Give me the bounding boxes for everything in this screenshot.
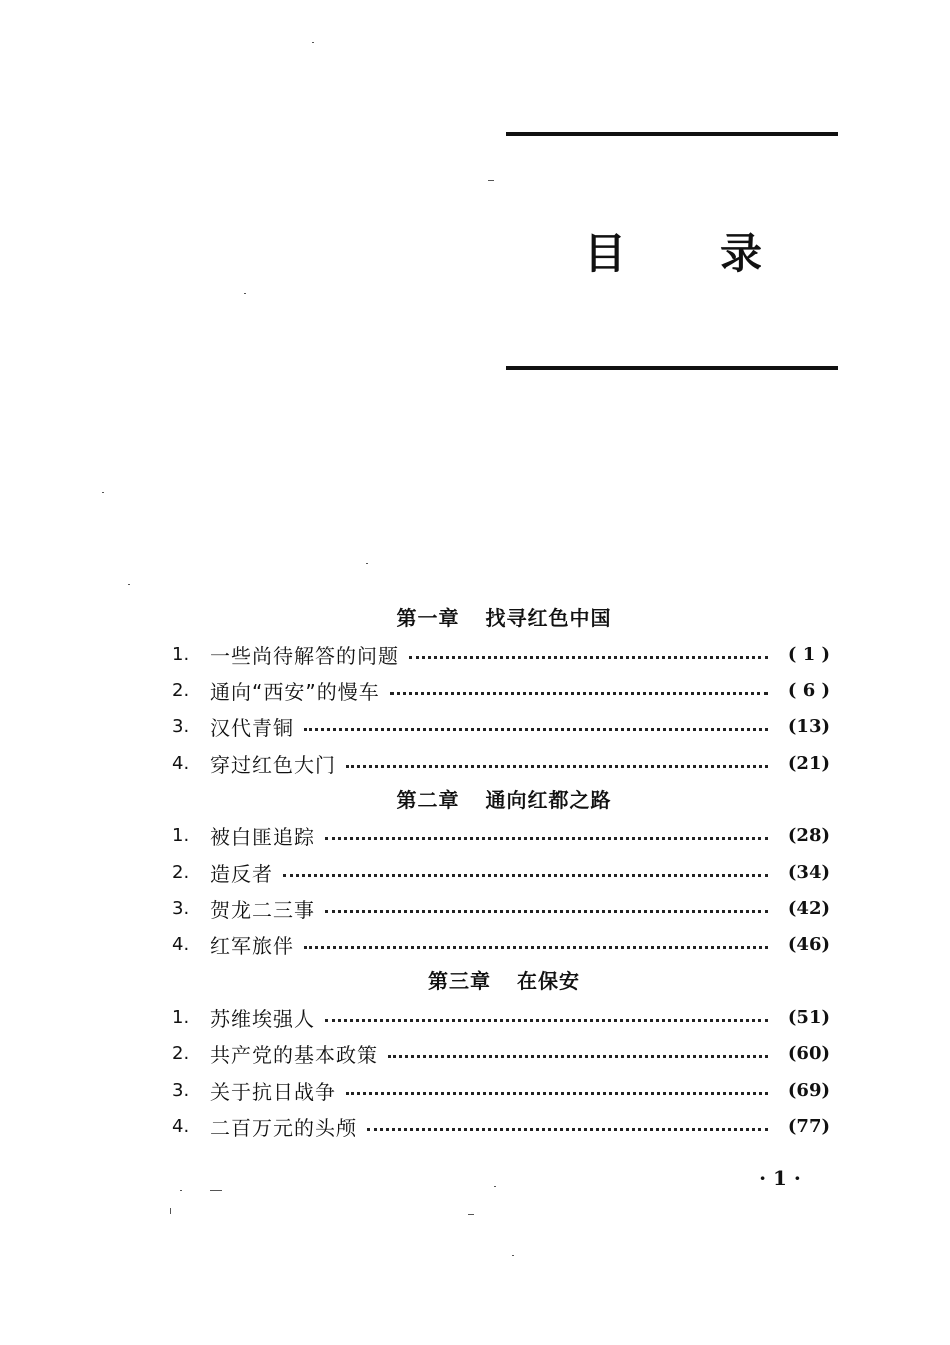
toc-entry: [172, 927, 830, 963]
chapter-heading: [172, 600, 830, 636]
dot-leader: [325, 910, 768, 913]
toc-entry: [172, 672, 830, 708]
entry-title: 共产党的基本政策: [210, 1043, 378, 1068]
dot-leader: [346, 1092, 768, 1095]
dot-leader: [325, 837, 768, 840]
entry-number: 1.: [172, 825, 190, 847]
entry-page: (21): [787, 752, 830, 774]
toc-entry: [172, 1072, 830, 1108]
chapter-heading: [172, 963, 830, 999]
toc-entry: [172, 745, 830, 781]
entry-title: 贺龙二三事: [210, 898, 315, 923]
title-char-2: 录: [720, 229, 763, 278]
dot-leader: [325, 1019, 768, 1022]
scan-speck: [180, 1190, 182, 1191]
entry-number: 3.: [172, 716, 190, 738]
entry-number: 4.: [172, 1115, 190, 1137]
entry-title: 苏维埃强人: [210, 1006, 315, 1031]
toc-entry: [172, 1036, 830, 1072]
toc-entry: [172, 709, 830, 745]
entry-number: 3.: [172, 1079, 190, 1101]
chapter-number: 第二章: [396, 787, 460, 812]
scan-speck: [468, 1214, 474, 1215]
scan-speck: [488, 180, 494, 181]
top-rule: [506, 132, 838, 136]
dot-leader: [304, 946, 768, 949]
scan-speck: [494, 1186, 496, 1187]
chapter-name: 通向红都之路: [485, 787, 612, 812]
toc-entry: [172, 890, 830, 926]
entry-page: (51): [787, 1006, 830, 1028]
entry-number: 2.: [172, 680, 190, 702]
title-char-1: 目: [584, 229, 627, 278]
entry-page: (46): [787, 934, 830, 956]
entry-number: 3.: [172, 898, 190, 920]
entry-number: 1.: [172, 643, 190, 665]
entry-page: (28): [787, 825, 830, 847]
page-title: [584, 226, 784, 282]
toc-entry: [172, 854, 830, 890]
scan-speck: [366, 563, 368, 564]
entry-title: 通向“西安”的慢车: [210, 680, 380, 705]
entry-number: 2.: [172, 1043, 190, 1065]
scan-speck: [312, 42, 314, 43]
entry-number: 4.: [172, 752, 190, 774]
entry-page: (60): [787, 1043, 830, 1065]
toc-entry: [172, 999, 830, 1035]
entry-number: 1.: [172, 1006, 190, 1028]
chapter-number: 第一章: [396, 606, 460, 630]
entry-page: (77): [787, 1115, 830, 1137]
dot-leader: [283, 874, 768, 877]
dot-leader: [409, 656, 768, 659]
scan-speck: [102, 492, 104, 493]
page-number: · 1 ·: [759, 1166, 801, 1190]
entry-page: (13): [787, 716, 830, 738]
entry-title: 穿过红色大门: [210, 752, 336, 777]
entry-number: 4.: [172, 934, 190, 956]
entry-title: 造反者: [210, 861, 273, 886]
dot-leader: [388, 1055, 768, 1058]
dot-leader: [304, 728, 768, 731]
bottom-rule: [506, 366, 838, 370]
scan-speck: [170, 1208, 171, 1214]
entry-title: 关于抗日战争: [210, 1079, 336, 1104]
entry-title: 一些尚待解答的问题: [210, 643, 399, 668]
entry-page: (42): [787, 898, 830, 920]
scan-speck: [210, 1190, 222, 1191]
entry-number: 2.: [172, 861, 190, 883]
entry-title: 汉代青铜: [210, 716, 294, 741]
dot-leader: [367, 1128, 768, 1131]
toc-entry: [172, 818, 830, 854]
entry-title: 二百万元的头颅: [210, 1115, 357, 1140]
chapter-name: 找寻红色中国: [485, 606, 612, 630]
chapter-name: 在保安: [517, 969, 580, 994]
dot-leader: [390, 692, 768, 695]
entry-page: (34): [787, 861, 830, 883]
entry-title: 红军旅伴: [210, 934, 294, 959]
entry-page: ( 6 ): [787, 680, 830, 702]
entry-title: 被白匪追踪: [210, 825, 315, 850]
chapter-number: 第三章: [428, 969, 491, 994]
scan-speck: [128, 584, 130, 585]
entry-page: (69): [787, 1079, 830, 1101]
scan-speck: [512, 1255, 514, 1256]
chapter-heading: [172, 782, 830, 818]
dot-leader: [346, 765, 768, 768]
toc-entry: [172, 1108, 830, 1144]
table-of-contents: [172, 600, 830, 1145]
entry-page: ( 1 ): [787, 643, 830, 665]
toc-entry: [172, 636, 830, 672]
scan-speck: [244, 293, 246, 294]
